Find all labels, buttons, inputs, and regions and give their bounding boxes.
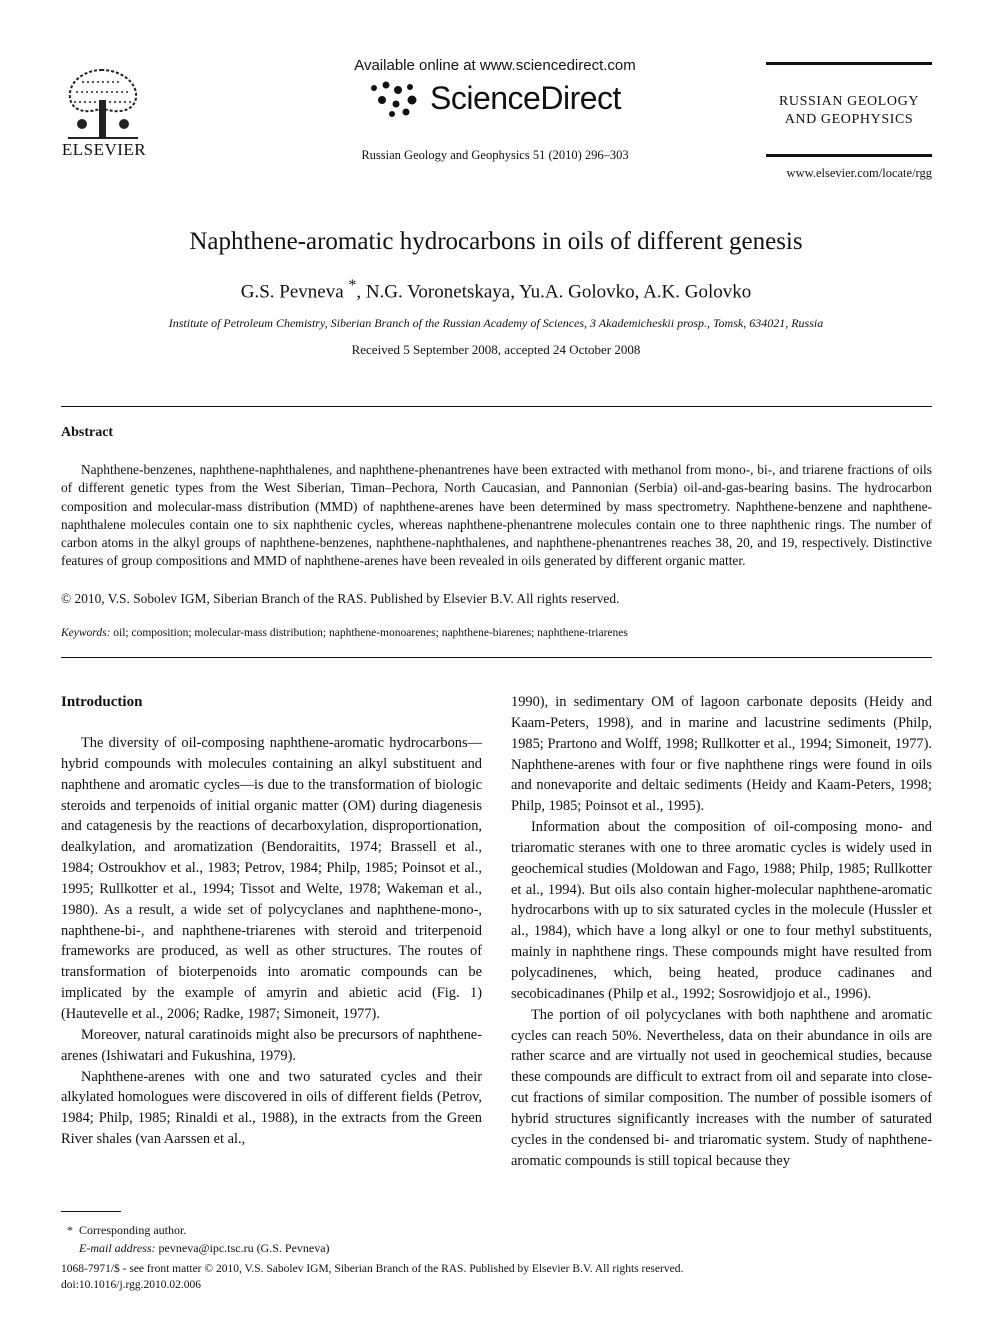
abstract-rule-bottom (61, 657, 932, 658)
journal-name-line2: AND GEOPHYSICS (784, 112, 914, 127)
abstract-heading: Abstract (61, 425, 114, 440)
affiliation: Institute of Petroleum Chemistry, Siberian Branch of the Russian Academy of Sciences, 3 Akademicheskii prosp., Tomsk, 634021, Russia (168, 316, 824, 330)
journal-rule-bottom (766, 154, 932, 157)
email-address-link[interactable]: pevneva@ipc.tsc.ru (G.S. Pevneva) (155, 1241, 330, 1255)
body-paragraph: 1990), in sedimentary OM of lagoon carbonate deposits (Heidy and Kaam-Peters, 1998), and in marine and lacustrine sediments (Philp, 1985; Prartono and Wolff, 1998; Rullkotter et al., 1994; Simoneit, 1977). Naphthene-arenes with four or five naphthene rings were found in oils and nonevaporite and deltaic sediments (Heidy and Kaam-Peters, 1998; Philp, 1985; Poinsot et al., 1995). (511, 694, 932, 815)
page-footer (61, 1261, 932, 1293)
available-online-text: Available online at www.sciencedirect.com (354, 57, 636, 74)
author-rest: , N.G. Voronetskaya, Yu.A. Golovko, A.K. Golovko (356, 281, 752, 303)
body-paragraph: Information about the composition of oil-composing mono- and triaromatic steranes with one to three aromatic cycles is widely used in geochemical studies (Moldowan and Fago, 1988; Philp, 1985; Rullkotter et al., 1994). But oils also contain higher-molecular naphthene-aromatic hydrocarbons with up to six saturated cycles in the molecule (Hussler et al., 1984), which have a long alkyl or one to four methyl substituents, mainly in naphthene rings. These compounds might have resulted from polycadinenes, which, being heated, produce cadinanes and secobicadinanes (Philp et al., 1992; Sosrowidjojo et al., 1996). (511, 819, 932, 1002)
journal-url-link[interactable]: www.elsevier.com/locate/rgg (786, 166, 932, 180)
body-paragraph: Moreover, natural caratinoids might also be precursors of naphthene-arenes (Ishiwatari and Fukushina, 1979). (61, 1026, 482, 1064)
body-paragraph: Naphthene-arenes with one and two saturated cycles and their alkylated homologues were discovered in oils of different fields (Petrov, 1984; Philp, 1985; Rinaldi et al., 1988), in the extracts from the Green River shales (van Aarssen et al., (61, 1068, 482, 1148)
abstract-rule-top (61, 406, 932, 407)
body-paragraph: The portion of oil polycyclanes with both naphthene and aromatic cycles can reach 50%. Nevertheless, data on their abundance in oils are rather scarce and are virtually not used in geochemical studies, because these compounds are difficult to extract from oil and separate into close-cut fractions of similar composition. The number of possible isomers of hybrid structures significantly increases with the number of saturated cycles in the condensed bi- and triaromatic system. Study of naphthene-aromatic compounds is still topical because they (511, 1006, 932, 1169)
journal-rule-top (766, 62, 932, 65)
doi-link[interactable]: doi:10.1016/j.rgg.2010.02.006 (61, 1279, 202, 1291)
introduction-heading: Introduction (61, 694, 143, 710)
elsevier-wordmark: ELSEVIER (61, 140, 147, 159)
journal-name-line1: RUSSIAN GEOLOGY (778, 94, 920, 109)
keywords-list: oil; composition; molecular-mass distribution; naphthene-monoarenes; naphthene-biarenes; naphthene-triarenes (113, 627, 628, 639)
sciencedirect-logo-text: ScienceDirect (430, 80, 621, 116)
author-list (60, 277, 932, 303)
journal-reference: Russian Geology and Geophysics 51 (2010) 296–303 (361, 148, 629, 162)
corresponding-author-mark[interactable]: * (348, 277, 357, 294)
keywords-label: Keywords: (61, 627, 111, 639)
corresponding-author-note: Corresponding author. (79, 1223, 187, 1237)
footnote-mark: * (67, 1223, 73, 1237)
footnote (61, 1221, 491, 1257)
abstract-copyright: © 2010, V.S. Sobolev IGM, Siberian Branch of the RAS. Published by Elsevier B.V. All rights reserved. (61, 591, 620, 606)
article-title: Naphthene-aromatic hydrocarbons in oils of different genesis (189, 228, 803, 255)
elsevier-tree-icon (62, 62, 144, 140)
right-column (511, 692, 932, 1171)
journal-name (766, 93, 932, 129)
left-column (61, 733, 482, 1150)
email-label: E-mail address: (79, 1241, 156, 1255)
sciencedirect-dots-icon (368, 80, 428, 118)
body-paragraph: The diversity of oil-composing naphthene-aromatic hydrocarbons—hybrid compounds with molecules containing an alkyl substituent and naphthene and aromatic cycles—is due to the transformation of biologic steroids and terpenoids of initial organic matter (OM) during diagenesis and catagenesis by the reactions of decarboxylation, disproportionation, dealkylation, and aromatization (Bendoraitits, 1974; Brassell et al., 1984; Ostroukhov et al., 1983; Petrov, 1984; Philp, 1985; Poinsot et al., 1995; Rullkotter et al., 1994; Tissot and Welte, 1978; Wakeman et al., 1980). As a result, a wide set of polycyclanes and naphthene-mono-, naphthene-bi-, and naphthene-triarenes with steroid and triterpenoid frameworks are produced, as well as other structures. The routes of transformation of bioterpenoids into aromatic compounds can be implicated by the example of amyrin and abietic acid (Fig. 1) (Hautevelle et al., 2006; Radke, 1987; Simoneit, 1977). (61, 735, 482, 1022)
received-dates: Received 5 September 2008, accepted 24 October 2008 (351, 342, 641, 357)
footnote-rule (61, 1211, 121, 1212)
issn-line: 1068-7971/$ - see front matter © 2010, V.S. Sabolev IGM, Siberian Branch of the RAS. Published by Elsevier B.V. All rights reserved. (61, 1263, 684, 1275)
author-first: G.S. Pevneva (240, 281, 344, 303)
abstract-body: Naphthene-benzenes, naphthene-naphthalenes, and naphthene-phenantrenes have been extracted with methanol from mono-, bi-, and triarene fractions of oils of different genetic types from the West Siberian, Timan–Pechora, North Caucasian, and Pannonian (Serbia) oil-and-gas-bearing basins. The hydrocarbon composition and molecular-mass distribution (MMD) of naphthene-arenes have been determined by mass spectrometry. Naphthene-benzene and naphthene-naphthalene molecules contain one to six naphthenic cycles, whereas naphthene-phenantrene molecules contain one to three naphthenic rings. The number of carbon atoms in the alkyl groups of naphthene-benzenes, naphthene-naphthalenes, and naphthene-phenantrenes reaches 38, 20, and 19, respectively. Distinctive features of group compositions and MMD of naphthene-arenes have been revealed in oils generated by different organic matter. (61, 462, 932, 569)
keywords (61, 627, 932, 639)
